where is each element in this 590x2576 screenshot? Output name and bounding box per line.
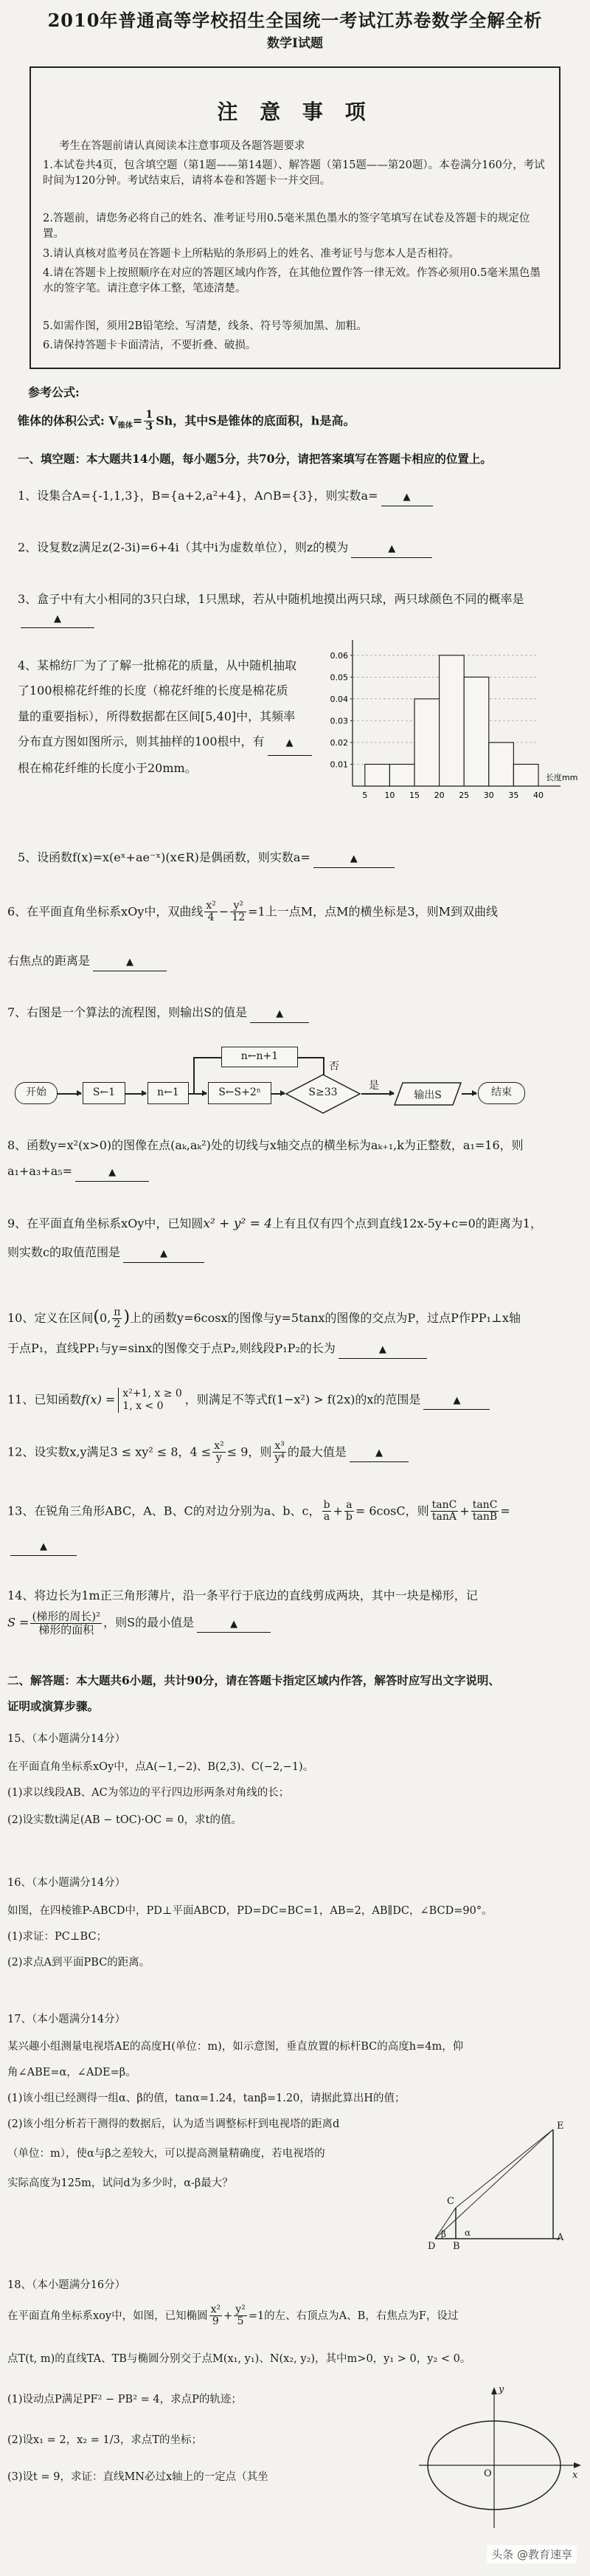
answer-blank: ▲ — [381, 487, 433, 506]
diagram-label: A — [557, 2232, 564, 2243]
flow-update-s: S←S+2ⁿ — [208, 1082, 271, 1104]
answer-blank: ▲ — [21, 609, 94, 628]
answer-blank: ▲ — [423, 1391, 490, 1410]
diagram-label: β — [441, 2229, 446, 2239]
notice-item: 4.请在答题卡上按照顺序在对应的答题区域内作答，在其他位置作答一律无效。作答必须用0.5毫米黑色墨水的签字笔。请注意字体工整，笔迹清楚。 — [43, 267, 541, 295]
notice-item: 3.请认真核对监考员在答题卡上所粘贴的条形码上的姓名、准考证号与您本人是否相符。 — [43, 248, 459, 260]
question-13-blank — [7, 1537, 77, 1556]
y-tick-label: 0.03 — [330, 716, 348, 726]
flow-arrow — [271, 1093, 285, 1095]
answer-blank: ▲ — [93, 952, 167, 971]
tower-diagram — [413, 2115, 579, 2255]
question-14: 14、将边长为1m正三角形薄片，沿一条平行于底边的直线剪成两块，其中一块是梯形，记 — [7, 1588, 478, 1602]
x-tick-label: 35 — [508, 791, 519, 800]
question-15-line: (1)求以线段AB、AC为邻边的平行四边形两条对角线的长； — [7, 1787, 290, 1799]
answer-blank: ▲ — [351, 539, 432, 558]
origin-label: O — [484, 2468, 492, 2479]
question-18-line: (1)设动点P满足PF² − PB² = 4，求点P的轨迹； — [7, 2394, 242, 2405]
question-16-line: (1)求证：PC⊥BC； — [7, 1931, 108, 1943]
flow-arrow — [58, 1093, 81, 1095]
question-16-header: 16、（本小题满分14分） — [7, 1877, 126, 1889]
axis-label: x — [572, 2470, 578, 2481]
answer-blank: ▲ — [350, 1443, 409, 1462]
flow-output-label: 输出S — [414, 1089, 442, 1101]
histogram-bar — [414, 699, 440, 786]
question-17-line: 角∠ABE=α，∠ADE=β。 — [7, 2067, 136, 2079]
question-17-line: 实际高度为125m，试问d为多少时，α-β最大？ — [7, 2177, 233, 2189]
question-3: 3、盒子中有大小相同的3只白球，1只黑球，若从中随机地摸出两只球，两只球颜色不同的概率是 ▲ — [18, 590, 563, 628]
flowchart — [0, 1041, 590, 1122]
question-8-line2: a₁+a₃+a₅= ▲ — [7, 1163, 149, 1182]
answer-blank: ▲ — [313, 849, 395, 868]
question-15-header: 15、（本小题满分14分） — [7, 1733, 126, 1745]
diagram-label: C — [447, 2196, 454, 2207]
question-12: 12、设实数x,y满足3 ≤ xy² ≤ 8，4 ≤ $\frac{\text{x²}}{y}$ ≤ 9，则 $\frac{\text{x³}}{\text{y⁴}}$ 的最大值是 ▲ — [7, 1441, 590, 1464]
answer-blank: ▲ — [10, 1537, 77, 1556]
y-tick-label: 0.06 — [330, 650, 348, 661]
question-13: 13、在锐角三角形ABC，A、B、C的对边分别为a、b、c， $\frac{b}{a}$ + $\frac{a}{b}$ = 6cosC，则 $\frac{\tan C}{\tan A}$ + $\frac{\tan C}{\tan B}$ = — [7, 1499, 510, 1523]
notice-heading: 注 意 事 项 — [217, 100, 373, 124]
notice-item: 6.请保持答题卡卡面清洁，不要折叠、破损。 — [43, 340, 257, 351]
axis-label: y — [499, 2384, 504, 2395]
flow-arrow — [189, 1093, 206, 1095]
question-15-line: 在平面直角坐标系xOy中，点A(−1,−2)、B(2,3)、C(−2,−1)。 — [7, 1761, 314, 1773]
notice-intro: 考生在答题前请认真阅读本注意事项及各题答题要求 — [59, 140, 305, 152]
question-9: 9、在平面直角坐标系xOy中，已知圆x² + y² = 4上有且仅有四个点到直线12x-5y+c=0的距离为1， — [7, 1216, 542, 1231]
question-5: 5、设函数f(x)=x(eˣ+ae⁻ˣ)(x∈R)是偶函数，则实数a= ▲ — [18, 849, 395, 868]
question-10: 10、定义在区间(0, $\frac{\pi}{2}$ )上的函数y=6cosx的图像与y=5tanx的图像的交点为P，过点P作PP₁⊥x轴 — [7, 1306, 521, 1330]
page-title: 2010年普通高等学校招生全国统一考试江苏卷数学全解全析 — [47, 10, 543, 31]
x-tick-label: 10 — [384, 791, 395, 800]
flow-condition-label: S≥33 — [308, 1086, 338, 1098]
x-tick-label: 15 — [409, 791, 420, 800]
answer-blank: ▲ — [250, 1004, 309, 1023]
section-heading-line2: 证明或演算步骤。 — [7, 1699, 100, 1713]
flow-start: 开始 — [15, 1082, 58, 1104]
notice-item: 1.本试卷共4页，包含填空题（第1题——第14题）、解答题（第15题——第20题）。本卷满分160分，考试时间为120分钟。考试结束后，请将本卷和答题卡一并交回。 — [43, 159, 545, 187]
question-4: 4、某棉纺厂为了了解一批棉花的质量，从中随机抽取 了100根棉花纤维的长度（棉花纤维的长度是棉花质 量的重要指标），所得数据都在区间[5,40]中，其频率 分布直方图如图所示，则其抽样的100根中，有 ▲ 根在棉花纤维的长度小于20mm。 — [18, 653, 342, 781]
answer-blank: ▲ — [197, 1614, 271, 1633]
flow-init-s: S←1 — [83, 1082, 125, 1104]
diagram-label: B — [453, 2241, 460, 2252]
page-subtitle: 数学Ⅰ试题 — [267, 36, 323, 51]
question-14-line2: S = $\frac{\text{(梯形的周长)²}}{\text{梯形的面积}}$ ，则S的最小值是 ▲ — [7, 1611, 590, 1636]
question-1: 1、设集合A={-1,1,3}，B={a+2,a²+4}，A∩B={3}，则实数a= ▲ — [18, 487, 433, 506]
answer-blank: ▲ — [123, 1244, 204, 1263]
flow-yes-label: 是 — [369, 1080, 379, 1092]
flow-arrow — [125, 1093, 146, 1095]
ellipse-diagram — [413, 2384, 583, 2532]
x-tick-label: 30 — [483, 791, 494, 800]
flow-end: 结束 — [478, 1082, 525, 1104]
x-tick-label: 5 — [362, 791, 368, 800]
question-2: 2、设复数z满足z(2-3i)=6+4i（其中i为虚数单位），则z的模为 ▲ — [18, 539, 432, 558]
watermark: 头条 @教育速享 — [487, 2545, 577, 2563]
formula-line: 锥体的体积公式: $V_{锥体}=$ $\frac{1}{3}$ Sh，其中S是锥体的底面积，h是高。 — [18, 409, 355, 433]
x-tick-label: 25 — [459, 791, 470, 800]
y-tick-label: 0.04 — [330, 694, 348, 704]
question-9-line2: 则实数c的取值范围是 ▲ — [7, 1244, 204, 1263]
histogram-bar — [440, 655, 465, 786]
question-16-line: (2)求点A到平面PBC的距离。 — [7, 1957, 150, 1969]
flow-init-n: n←1 — [148, 1082, 189, 1104]
histogram-bar — [489, 743, 514, 786]
y-tick-label: 0.05 — [330, 672, 348, 683]
question-17-header: 17、（本小题满分14分） — [7, 2014, 126, 2025]
flow-arrow — [361, 1093, 394, 1095]
question-10-line2: 于点P₁，直线PP₁与y=sinx的图像交于点P₂,则线段P₁P₂的长为 ▲ — [7, 1340, 427, 1359]
question-11: 11、已知函数f(x) = x²+1, x ≥ 0 1, x < 0 ，则满足不等式f(1−x²) > f(2x)的x的范围是 ▲ — [7, 1388, 590, 1413]
y-tick-label: 0.01 — [330, 760, 348, 770]
section-heading: 二、解答题：本大题共6小题，共计90分，请在答题卡指定区域内作答，解答时应写出文字说明、 — [7, 1673, 500, 1687]
x-axis-label: 长度mm — [546, 773, 578, 782]
diagram-label: E — [557, 2121, 564, 2132]
question-15-line: (2)设实数t满足(AB − tOC)·OC = 0，求t的值。 — [7, 1814, 242, 1826]
answer-blank: ▲ — [339, 1340, 427, 1359]
formula-label: 参考公式: — [28, 385, 80, 399]
question-16-line: 如图，在四棱锥P-ABCD中，PD⊥平面ABCD，PD=DC=BC=1，AB=2，AB∥DC，∠BCD=90°。 — [7, 1905, 493, 1917]
answer-blank: ▲ — [75, 1163, 149, 1182]
question-17-line: (2)该小组分析若干测得的数据后，认为适当调整标杆到电视塔的距离d — [7, 2118, 340, 2130]
histogram-bar — [365, 764, 390, 786]
question-8: 8、函数y=x²(x>0)的图像在点(aₖ,aₖ²)处的切线与x轴交点的横坐标为aₖ₊₁,k为正整数，a₁=16，则 — [7, 1138, 524, 1152]
question-18-line: (2)设x₁ = 2，x₂ = 1/3，求点T的坐标； — [7, 2434, 202, 2446]
question-17-line: 某兴趣小组测量电视塔AE的高度H(单位：m)，如示意图，垂直放置的标杆BC的高度h=4m，仰 — [7, 2041, 464, 2053]
flow-no-label: 否 — [329, 1061, 339, 1072]
x-tick-label: 20 — [434, 791, 445, 800]
section-heading: 一、填空题：本大题共14小题，每小题5分，共70分，请把答案填写在答题卡相应的位置上。 — [18, 452, 492, 466]
question-17-line: （单位：m），使α与β之差较大，可以提高测量精确度，若电视塔的 — [7, 2148, 325, 2160]
question-18-line: 点T(t, m)的直线TA、TB与椭圆分别交于点M(x₁, y₁)、N(x₂, y₂)，其中m>0，y₁ > 0，y₂ < 0。 — [7, 2353, 471, 2365]
frequency-histogram — [317, 631, 583, 812]
x-tick-label: 40 — [533, 791, 544, 800]
histogram-bar — [464, 677, 489, 786]
diagram-label: D — [428, 2241, 436, 2252]
answer-blank: ▲ — [268, 729, 312, 755]
question-18-line: 在平面直角坐标系xoy中，如图，已知椭圆 $\frac{\text{x²}}{9}$ + $\frac{\text{y²}}{5}$ =1的左、右顶点为A、B，右焦点为F，设过 — [7, 2304, 459, 2328]
question-18-line: (3)设t = 9，求证：直线MN必过x轴上的一定点（其坐 — [7, 2471, 268, 2483]
question-7: 7、右图是一个算法的流程图，则输出S的值是 ▲ — [7, 1004, 309, 1023]
diagram-label: α — [465, 2228, 471, 2238]
histogram-bar — [389, 764, 414, 786]
flow-arrow — [462, 1093, 476, 1095]
notice-item: 2.答题前，请您务必将自己的姓名、准考证号用0.5毫米黑色墨水的签字笔填写在试卷及答题卡的规定位置。 — [43, 213, 530, 241]
question-17-line: (1)该小组已经测得一组α、β的值，tanα=1.24，tanβ=1.20，请据此算出H的值； — [7, 2093, 406, 2104]
histogram-bar — [513, 764, 538, 786]
flow-increment-n: n←n+1 — [221, 1047, 298, 1067]
y-tick-label: 0.02 — [330, 737, 348, 748]
notice-item: 5.如需作图，须用2B铅笔绘、写清楚，线条、符号等须加黑、加粗。 — [43, 320, 367, 332]
question-6-line2: 右焦点的距离是 ▲ — [7, 952, 167, 971]
question-18-header: 18、（本小题满分16分） — [7, 2279, 126, 2291]
question-6: 6、在平面直角坐标系xOy中，双曲线 $\frac{\text{x²}}{4}$ − $\frac{\text{y²}}{12}$ =1上一点M，点M的横坐标是3，则M到双曲线 — [7, 900, 499, 924]
